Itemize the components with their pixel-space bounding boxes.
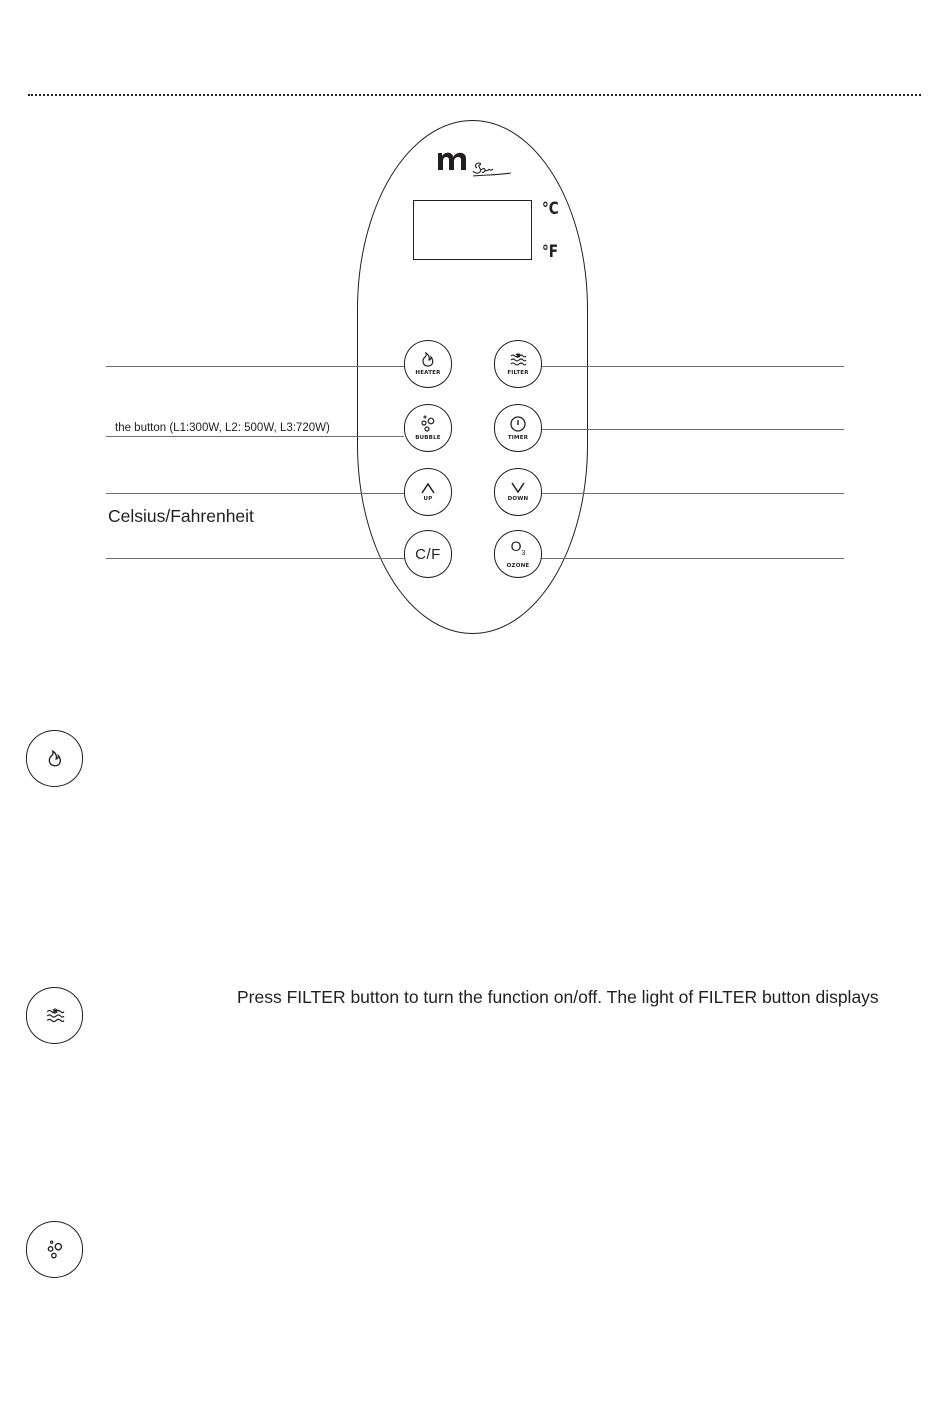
heater-button-label: HEATER bbox=[415, 370, 441, 376]
ozone-leader-line bbox=[541, 558, 844, 559]
heater-section-button bbox=[26, 730, 83, 787]
waves-icon bbox=[45, 1007, 65, 1025]
filter-description: Press FILTER button to turn the function on/off. The light of FILTER button displays bbox=[237, 987, 879, 1007]
bubbles-icon bbox=[46, 1240, 64, 1260]
cf-button-label: C/F bbox=[415, 545, 441, 563]
bubbles-icon bbox=[420, 415, 436, 433]
cf-leader-line bbox=[106, 558, 406, 559]
waves-icon bbox=[509, 352, 527, 368]
chevron-up-icon bbox=[420, 482, 436, 494]
bubble-power-note: the button (L1:300W, L2: 500W, L3:720W) bbox=[115, 422, 330, 434]
mspa-logo bbox=[437, 150, 515, 184]
down-button-label: DOWN bbox=[507, 496, 529, 502]
ozone-symbol: $O_3$ bbox=[510, 538, 526, 557]
chevron-down-icon bbox=[510, 482, 526, 494]
flame-icon bbox=[46, 750, 64, 768]
down-leader-line bbox=[541, 493, 844, 494]
up-leader-line bbox=[106, 493, 406, 494]
remote-control-outline bbox=[357, 120, 588, 634]
flame-icon bbox=[420, 352, 436, 368]
bubble-leader-line bbox=[106, 436, 404, 437]
ozone-button[interactable] bbox=[494, 530, 542, 578]
celsius-indicator: °C bbox=[542, 199, 559, 219]
cf-button[interactable] bbox=[404, 530, 452, 578]
filter-button-label: FILTER bbox=[507, 370, 529, 376]
heater-button[interactable] bbox=[404, 340, 452, 388]
bubble-section-button bbox=[26, 1221, 83, 1278]
celsius-fahrenheit-note: Celsius/Fahrenheit bbox=[108, 506, 254, 526]
filter-section-button bbox=[26, 987, 83, 1044]
timer-button-label: TIMER bbox=[507, 435, 529, 441]
clock-icon bbox=[509, 415, 527, 433]
fahrenheit-indicator: °F bbox=[542, 242, 559, 262]
ozone-button-label: OZONE bbox=[506, 562, 530, 569]
up-button-label: UP bbox=[423, 496, 433, 502]
timer-button[interactable] bbox=[494, 404, 542, 452]
filter-button[interactable] bbox=[494, 340, 542, 388]
bubble-button-label: BUBBLE bbox=[415, 435, 441, 441]
heater-leader-line bbox=[106, 366, 406, 367]
timer-leader-line bbox=[541, 429, 844, 430]
bubble-button[interactable] bbox=[404, 404, 452, 452]
down-button[interactable] bbox=[494, 468, 542, 516]
dotted-divider bbox=[28, 94, 921, 96]
up-button[interactable] bbox=[404, 468, 452, 516]
filter-leader-line bbox=[541, 366, 844, 367]
lcd-display bbox=[413, 200, 532, 260]
